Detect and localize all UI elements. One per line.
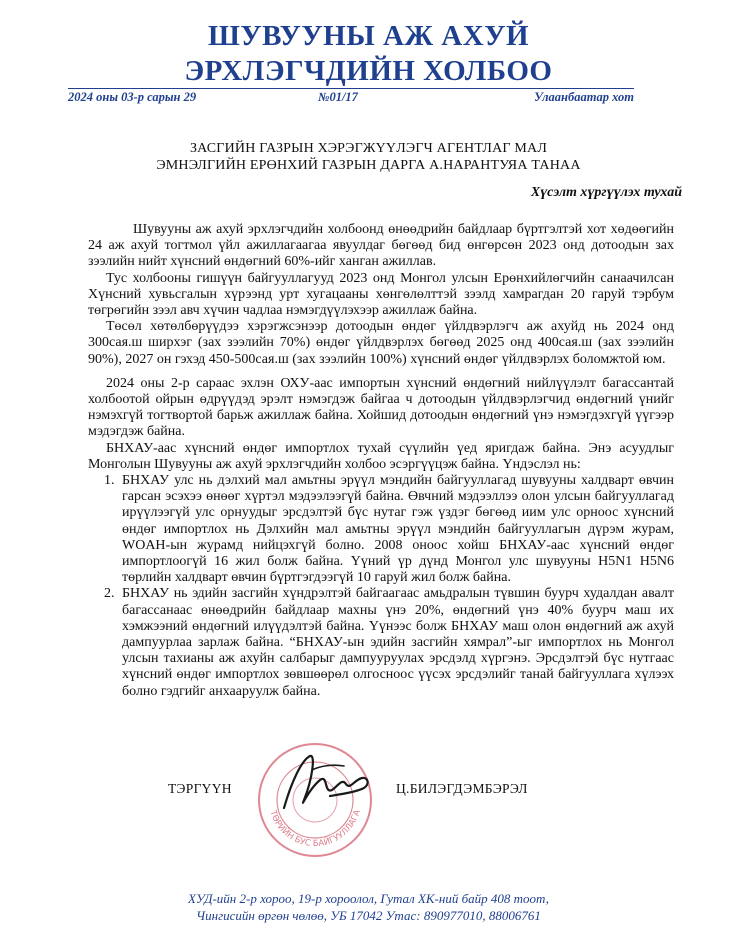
signatory-title: ТЭРГҮҮН	[168, 781, 232, 796]
letter-subject: Хүсэлт хүргүүлэх тухай	[530, 185, 682, 200]
document-number: №01/17	[318, 90, 358, 104]
paragraph-1: Шувууны аж ахуй эрхлэгчдийн холбоонд өнөөдрийн байдлаар бүртгэлтэй хот хөдөөгийн 24 аж ахуй тогтмол үйл ажиллагаагаа явуулдаг бөгөөд бид өнгөрсөн 2023 онд дотоодын зах зээлийн нийт хүнсний өндөгний 60%-ийг ханган ажиллав.	[88, 222, 674, 270]
reasons-list	[88, 473, 674, 700]
signatory-name: Ц.БИЛЭГДЭМБЭРЭЛ	[396, 781, 528, 796]
paragraph-2: Тус холбооны гишүүн байгууллагууд 2023 онд Монгол улсын Ерөнхийлөгчийн санаачилсан Хүнсний хувьсгалын хүрээнд урт хугацааны хөнгөлөлттэй зээлд хамрагдан 20 гаруй тэрбум төгрөгийн зээл авч хүчин чадлаа нэмэгдүүлэхээр ажиллаж байна.	[88, 270, 674, 319]
addressee-line2: ЭМНЭЛГИЙН ЕРӨНХИЙ ГАЗРЫН ДАРГА А.НАРАНТУЯА ТАНАА	[156, 158, 581, 173]
org-name-line2: ЭРХЛЭГЧДИЙН ХОЛБОО	[184, 55, 553, 87]
paragraph-5: БНХАУ-аас хүнсний өндөг импортлох тухай сүүлийн үед яригдаж байна. Энэ асуудлыг Монголын Шувууны аж ахуй эрхлэгчдийн холбоо эсэргүүцэж байна. Үндэслэл нь:	[88, 440, 674, 472]
footer-address-line1: ХУД-ийн 2-р хороо, 19-р хороолол, Гутал ХК-ний байр 408 тоот,	[188, 891, 549, 906]
paragraph-4: 2024 оны 2-р сараас эхлэн ОХУ-аас импортын хүнсний өндөгний нийлүүлэлт багассантай холбоотой ойрын өдрүүдэд эрэлт нэмэгдэж байгаа ч дотоодын үйлдвэрлэгчид өндөгний үнийг нэмэхгүй тогтвортой барьж ажиллаж байна. Хойшид дотоодын өндөгний үнэ нэмэгдэхгүй үүгээр мэдэгдэж байна.	[88, 375, 674, 440]
org-name-line1: ШУВУУНЫ АЖ АХУЙ	[207, 20, 530, 52]
letter-body	[88, 222, 674, 700]
addressee-line1: ЗАСГИЙН ГАЗРЫН ХЭРЭГЖҮҮЛЭГЧ АГЕНТЛАГ МАЛ	[189, 141, 548, 156]
addressee-block	[0, 140, 737, 174]
list-item: 2. БНХАУ нь эдийн засгийн хүндрэлтэй байгаагаас амьдралын түвшин буурч худалдан авалт багассанаас өнөөдрийн байдлаар махны үнэ 20%, өндөгний үнэ 40% буурч маш их хэмжээний өндөгний илүүдэлтэй байна. Үүнээс болж БНХАУ маш олон өндөгний аж ахуй дампуурлаа зарлаж байна. “БНХАУ-ын эдийн засгийн хямрал”-ыг импортлох нь Монгол улсын тахианы аж ахуйн салбарыг дампууруулах эрсдэлд хүргэнэ. Эрсдэлтэй бүс нутгаас хүнсний өндөг импортлох зөвшөөрөл олгосноос үүсэх эрсдэлийг танай байгууллага хүлээх болно гэдгийг анхааруулж байна.	[118, 586, 674, 699]
list-item: 1. БНХАУ улс нь дэлхий мал амьтны эрүүл мэндийн байгууллагад шувууны халдварт өвчин гарсан эсэхээ өнөөг хүртэл мэдээлээгүй байна. Өвчний мэдээллээ олон улсын байгууллагад ирүүлээгүй улс орнуудыг эрсдэлтэй бүс нутаг гэж үздэг бөгөөд иим улс орноос хүнсний өндөг импортлох нь Дэлхийн мал амьтны эрүүл мэндийн байгууллагын дүрэм журам, WOAH-ын журамд нийцэхгүй болно. 2008 оноос хойш БНХАУ-аас хүнсний өндөг импортлоогүй 16 жил болж байна. Үүний үр дүнд Монгол улс шувууны H5N1 H5N6 төрлийн халдварт өвчин бүртгэгдээгүй 10 гаруй жил болж байна.	[118, 473, 674, 586]
stamp-text: ТӨРИЙН БУС БАЙГУУЛЛАГА	[267, 808, 363, 850]
paragraph-3: Төсөл хөтөлбөрүүдээ хэрэгжсэнээр дотоодын өндөг үйлдвэрлэгч аж ахуйд нь 2024 онд 300сая.ш ширхэг (зах зээлийн 70%) өндөг үйлдвэрлэх бөгөөд 2025 онд 400сая.ш (зах зээлийн 90%), 2027 он гэхэд 450-500сая.ш (зах зээлийн 100%) хүнсний өндөг үйлдвэрлэх боломжтой юм.	[88, 319, 674, 367]
document-city: Улаанбаатар хот	[534, 90, 634, 104]
letterhead-meta-row	[68, 88, 634, 104]
footer-address-line2: Чингисийн өргөн чөлөө, УБ 17042 Утас: 890977010, 88006761	[196, 908, 541, 923]
document-date: 2024 оны 03-р сарын 29	[68, 90, 197, 104]
handwritten-signature	[272, 750, 377, 820]
